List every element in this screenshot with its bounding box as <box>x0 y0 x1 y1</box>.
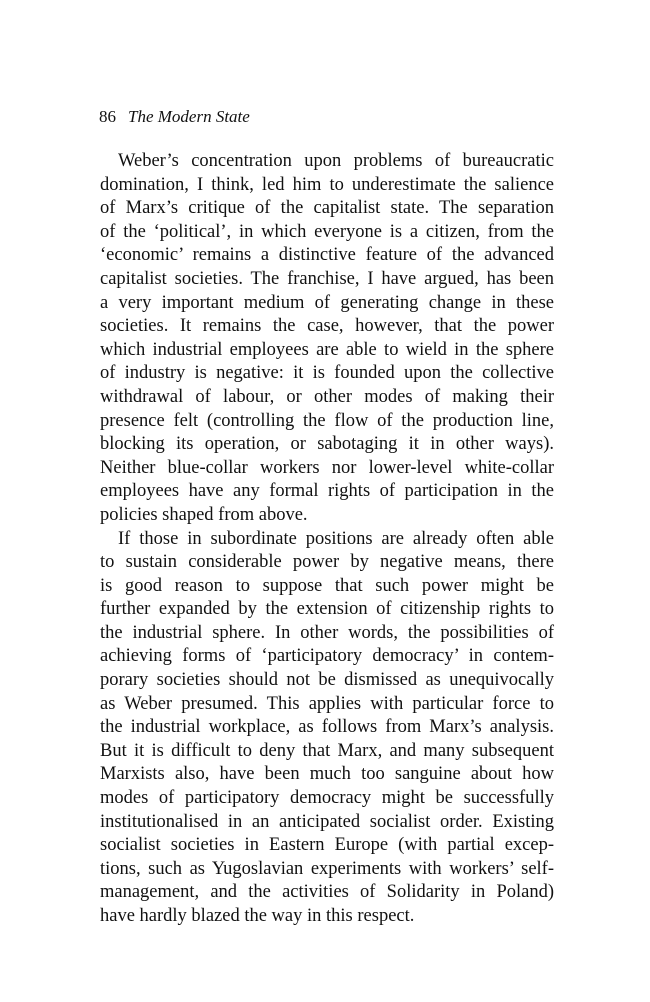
text-line: societies. It remains the case, however, that the power <box>100 316 554 337</box>
text-line: employees have any formal rights of participation in the <box>100 481 554 502</box>
text-line: the industrial workplace, as follows from Marx’s analysis. <box>100 717 554 738</box>
text-line: domination, I think, led him to underestimate the salience <box>100 174 554 195</box>
text-line: management, and the activities of Solidarity in Poland) <box>100 882 554 903</box>
text-line: of Marx’s critique of the capitalist state. The separation <box>100 198 554 219</box>
paragraph <box>100 528 554 929</box>
text-line: ‘economic’ remains a distinctive feature of the advanced <box>100 245 554 266</box>
text-line: the industrial sphere. In other words, the possibilities of <box>100 622 554 643</box>
text-line: modes of participatory democracy might be successfully <box>100 788 554 809</box>
text-line: If those in subordinate positions are already often able <box>118 528 554 549</box>
text-line: achieving forms of ‘participatory democracy’ in contem- <box>100 646 554 667</box>
text-line: Neither blue-collar workers nor lower-level white-collar <box>100 457 554 478</box>
text-line: socialist societies in Eastern Europe (with partial excep- <box>100 835 554 856</box>
text-line: But it is difficult to deny that Marx, and many subsequent <box>100 740 554 761</box>
text-line: have hardly blazed the way in this respect. <box>100 906 415 926</box>
running-head <box>99 106 250 128</box>
paragraph <box>100 150 554 528</box>
text-line: capitalist societies. The franchise, I have argued, has been <box>100 268 554 289</box>
running-title: The Modern State <box>128 107 250 126</box>
text-line: to sustain considerable power by negative means, there <box>100 552 554 573</box>
text-line: blocking its operation, or sabotaging it in other ways). <box>100 434 554 455</box>
text-line: a very important medium of generating change in these <box>100 292 554 313</box>
text-line: porary societies should not be dismissed as unequivocally <box>100 670 554 691</box>
text-line: of the ‘political’, in which everyone is a citizen, from the <box>100 221 554 242</box>
text-line: which industrial employees are able to wield in the sphere <box>100 339 554 360</box>
text-line: further expanded by the extension of citizenship rights to <box>100 599 554 620</box>
text-line: tions, such as Yugoslavian experiments with workers’ self- <box>100 858 554 879</box>
text-line: as Weber presumed. This applies with particular force to <box>100 693 554 714</box>
page-number: 86 <box>99 107 116 126</box>
text-line: withdrawal of labour, or other modes of making their <box>100 386 554 407</box>
text-line: presence felt (controlling the flow of the production line, <box>100 410 554 431</box>
text-line: of industry is negative: it is founded upon the collective <box>100 363 554 384</box>
text-line: Weber’s concentration upon problems of bureaucratic <box>118 151 554 171</box>
text-line: institutionalised in an anticipated socialist order. Existing <box>100 811 554 832</box>
body-text <box>100 150 554 929</box>
text-line: is good reason to suppose that such power might be <box>100 575 554 596</box>
text-line: policies shaped from above. <box>100 504 308 525</box>
text-line: Marxists also, have been much too sanguine about how <box>100 764 554 785</box>
